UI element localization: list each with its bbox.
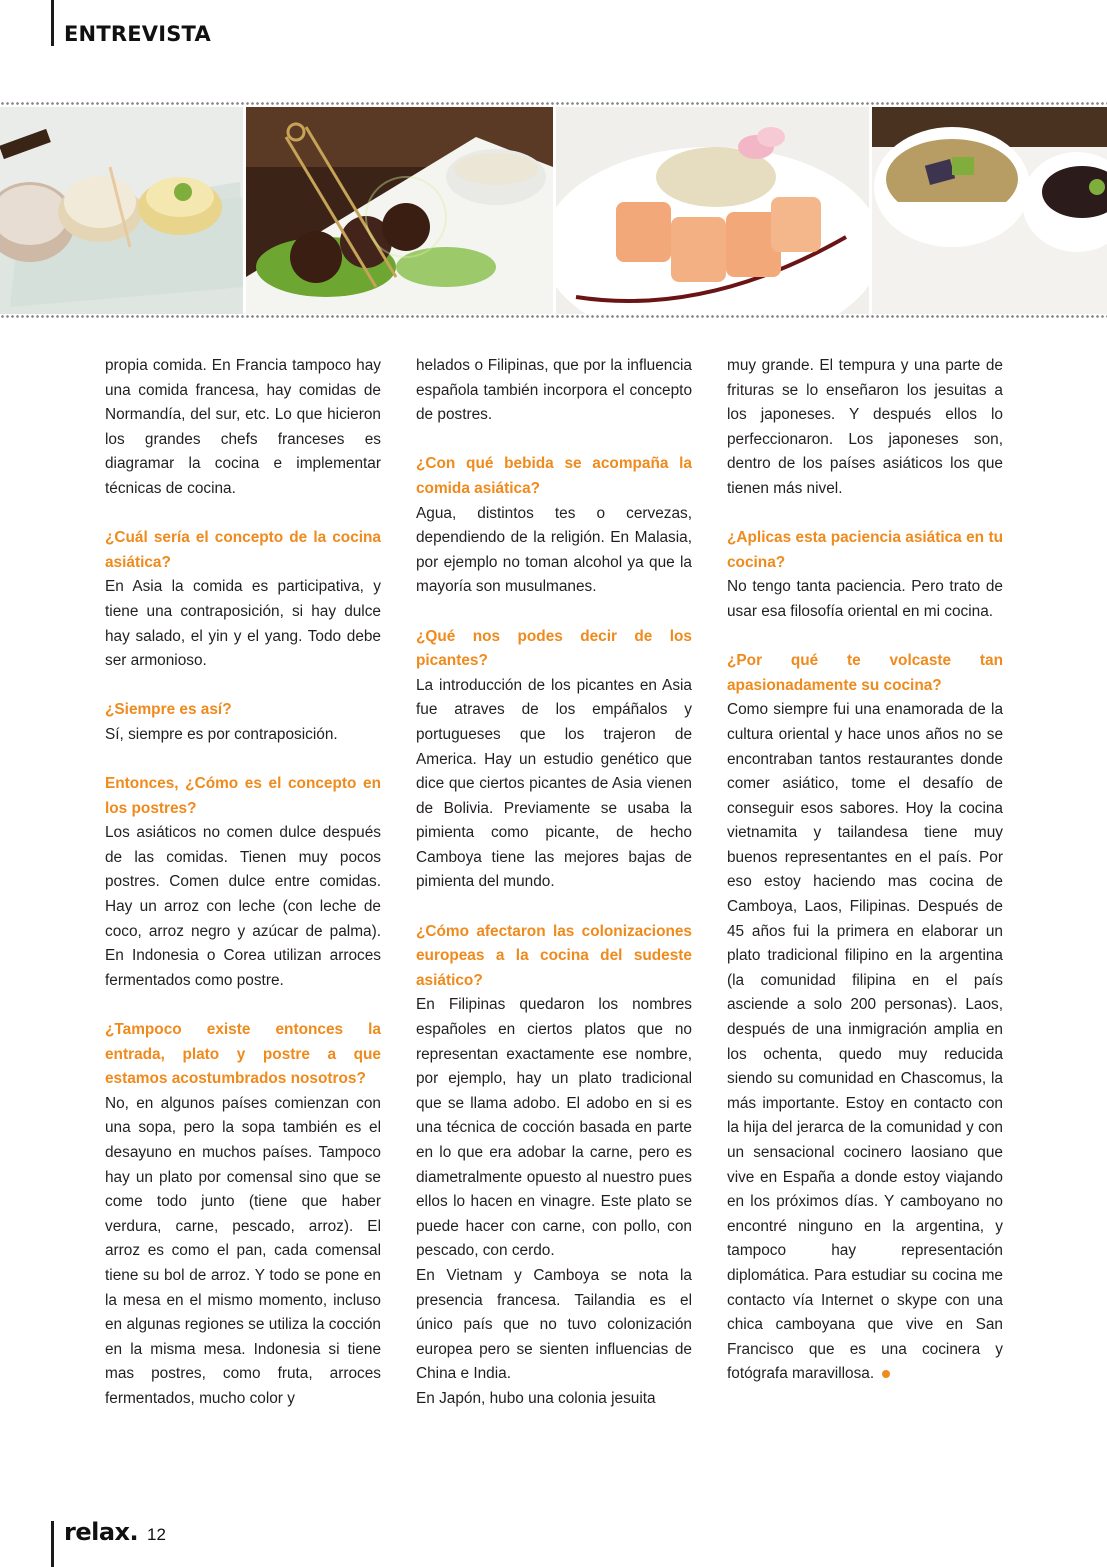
answer-paragraph: En Filipinas quedaron los nombres españoles en ciertos platos que no representan exactamente ese nombre, por ejemplo, hay un plato tradicional que se llama adobo. El adobo en si es una técnica de cocción basada en parte en lo que era adobar la carne, pero es diametralmente opuesto al nuestro pues ellos lo hacen en vinagre. Este plato se puede hacer con carne, con pollo, con pescado, con cerdo. [416,996,692,1260]
question-heading: ¿Cuál sería el concepto de la cocina asiática? [105,529,381,571]
dessert-bowls-photo [0,107,243,314]
answer-paragraph: helados o Filipinas, que por la influencia española también incorpora el concepto de postres. [416,357,692,424]
brand-logo: relax. [64,1518,139,1546]
footer-rule [51,1521,54,1567]
answer-paragraph: En Japón, hubo una colonia jesuita [416,1389,656,1407]
end-mark-icon [882,1370,890,1378]
question-heading: ¿Cómo afectaron las colonizaciones europeas a la cocina del sudeste asiático? [416,922,692,989]
header-rule [51,0,54,46]
answer-paragraph [727,698,1003,1387]
meat-skewers-photo [246,107,553,314]
answer-paragraph: propia comida. En Francia tampoco hay una comida francesa, hay comidas de Normandía, del sur, etc. Lo que hicieron los grandes chefs franceses es diagramar la cocina e implementar técnicas de cocina. [105,357,381,497]
question-heading: ¿Qué nos podes decir de los picantes? [416,627,692,670]
page-number: 12 [147,1525,166,1544]
answer-paragraph: muy grande. El tempura y una parte de frituras se lo enseñaron los jesuitas a los japoneses. Y después ellos lo perfeccionaron. Los japoneses son, dentro de los países asiáticos los que tienen más nivel. [727,357,1003,497]
question-heading: ¿Siempre es así? [105,701,232,719]
answer-text: Como siempre fui una enamorada de la cultura oriental y hace unos años no se encontraban tantos restaurantes donde comer asiático, tome el desafío de conseguir esos sabores. Hoy la cocina vietnamita y tailandesa tiene muy buenos representantes en el país. Por eso estoy haciendo mas cocina de Camboya, Laos, Filipinas. Después de 45 años fui la primera en elaborar un plato tradicional filipino en la argentina (la comunidad filipina en el país asciende a solo 200 personas). Laos, después de una inmigración amplia en los ochenta, quedo muy reducida siendo su comunidad en Chascomus, la más importante. Estoy en contacto con la hija del jerarca de la comunidad y con un sensacional cocinero laosiano que vive en España a donde estoy viajando en los próximos días. Y camboyano no encontré ninguno en la argentina, y tampoco hay representación diplomática. Para estudiar su cocina me contacto vía Internet o skype con una chica camboyana que vive en San Francisco que es una cocinera y fotógrafa maravillosa. [727,701,1003,1383]
text-column-3 [727,354,1003,1387]
answer-paragraph: Sí, siempre es por contraposición. [105,725,338,743]
answer-paragraph: Agua, distintos tes o cervezas, dependiendo de la religión. En Malasia, por ejemplo no toman alcohol ya que la mayoría son musulmanes. [416,504,692,596]
dotted-border-top [0,101,1107,106]
answer-paragraph: La introducción de los picantes en Asia fue atraves de los empáñalos y portugueses que los trajeron de America. Hay un estudio genético que dice que ciertos picantes de Asia vienen de Bolivia. Previamente se usaba la pimienta como picante, de hecho Camboya tiene las mejores bajas de pimienta del mundo. [416,676,692,891]
text-column-1 [105,354,381,1412]
text-column-2 [416,354,692,1412]
question-heading: Entonces, ¿Cómo es el concepto en los postres? [105,775,381,817]
answer-paragraph: No, en algunos países comienzan con una sopa, pero la sopa también es el desayuno en muchos países. Tampoco hay un plato por comensal sino que se come todo junto (tiene que haber verdura, carne, pescado, arroz). El arroz es como el pan, cada comensal tiene su bol de arroz. Y todo se pone en la mesa en el mismo momento, incluso en algunas regiones se utiliza la cocción en la misma mesa. Indonesia si tiene mas postres, como fruta, arroces fermentados, mucho color y [105,1094,381,1407]
question-heading: ¿Tampoco existe entonces la entrada, plato y postre a que estamos acostumbrados nosotros? [105,1021,381,1088]
question-heading: ¿Con qué bebida se acompaña la comida asiática? [416,455,692,497]
answer-paragraph: En Asia la comida es participativa, y tiene una contraposición, si hay dulce hay salado, el yin y el yang. Todo debe ser armonioso. [105,578,381,670]
answer-paragraph: Los asiáticos no comen dulce después de las comidas. Tienen muy pocos postres. Comen dulce entre comidas. Hay un arroz con leche (con leche de coco, arroz negro y azúcar de palma). En Indonesia o Corea utilizan arroces fermentados como postre. [105,824,381,989]
salmon-rolls-photo [556,107,869,314]
answer-paragraph: En Vietnam y Camboya se nota la presencia francesa. Tailandia es el único país que no tuvo colonización europea pero se sienten influencias de China e India. [416,1266,692,1383]
section-title: ENTREVISTA [64,22,211,46]
photo-strip [0,101,1107,319]
question-heading: ¿Aplicas esta paciencia asiática en tu cocina? [727,529,1003,571]
dotted-border-bottom [0,314,1107,319]
answer-paragraph: No tengo tanta paciencia. Pero trato de usar esa filosofía oriental en mi cocina. [727,578,1003,620]
soup-bowls-photo [872,107,1107,314]
question-heading: ¿Por qué te volcaste tan apasionadamente su cocina? [727,652,1003,694]
